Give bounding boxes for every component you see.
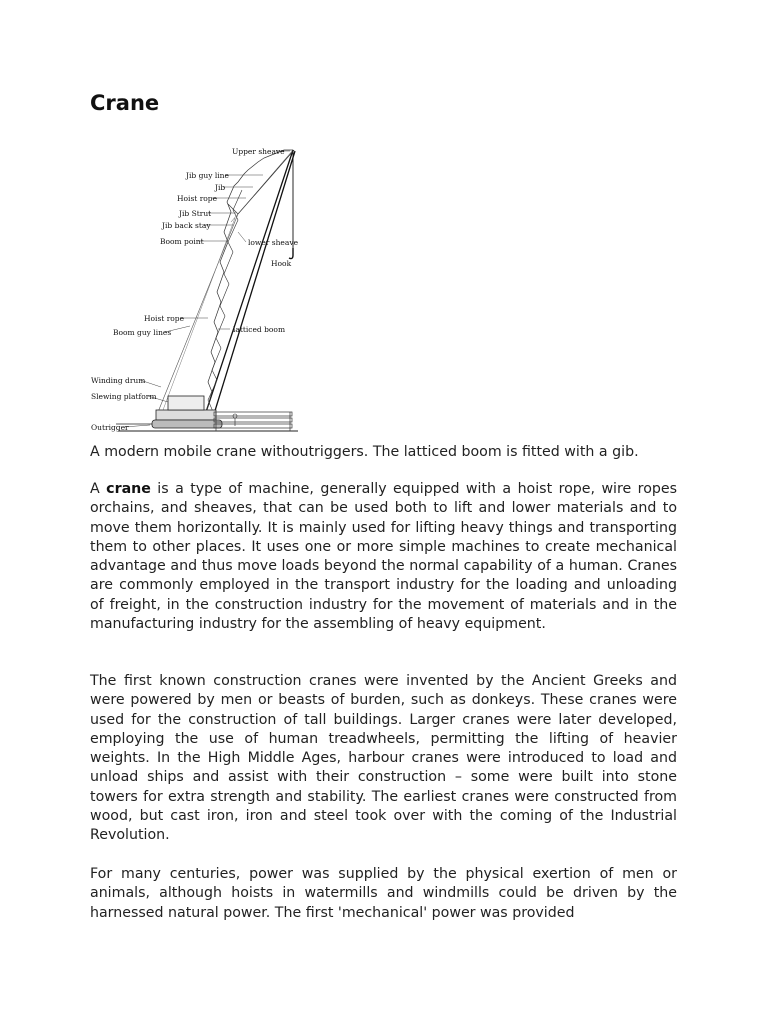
crane-diagram (88, 142, 308, 438)
label-lower-sheave: lower sheave (248, 238, 299, 247)
crane-drawing (88, 142, 308, 438)
term-crane: crane (106, 481, 151, 497)
paragraph-1 (90, 480, 677, 634)
label-upper-sheave: Upper sheave (232, 147, 285, 156)
paragraph-1-lead: A (90, 481, 107, 497)
label-winding-drum: Winding drum (91, 376, 146, 385)
label-boom-point: Boom point (160, 237, 204, 246)
label-hoist-rope-top: Hoist rope (177, 194, 218, 203)
label-slewing-platform: Slewing platform (91, 392, 157, 401)
paragraph-1-text: is a type of machine, generally equipped with a hoist rope, wire ropes orchains, and sheaves, that can be used both to lift and lower materials and to move them horizontally. It is mainly used for lifting heavy things and transporting them to other places. It uses one or more simple machines to create mechanical advantage and thus move loads beyond the normal capability of a human. Cranes are commonly employed in the transport industry for the loading and unloading of freight, in the construction industry for the movement of materials and in the manufacturing industry for the assembling of heavy equipment. (90, 481, 678, 633)
label-jib-strut: Jib Strut (179, 209, 212, 218)
label-hook: Hook (271, 259, 292, 268)
label-outrigger: Outrigger (91, 423, 129, 432)
label-jib: Jib (215, 183, 226, 192)
label-boom-guy-lines: Boom guy lines (113, 328, 172, 337)
paragraph-3: For many centuries, power was supplied by the physical exertion of men or animals, although hoists in watermills and windmills could be driven by the harnessed natural power. The first 'mechanical' power was provided (90, 866, 677, 921)
page-title: Crane (90, 91, 160, 115)
label-hoist-rope: Hoist rope (144, 314, 185, 323)
label-jib-guy-line: Jib guy line (186, 171, 229, 180)
label-jib-back-stay: Jib back stay (162, 221, 211, 230)
label-latticed-boom: latticed boom (233, 325, 286, 334)
paragraph-2: The first known construction cranes were invented by the Ancient Greeks and were powered by men or beasts of burden, such as donkeys. These cranes were used for the construction of tall buildings. Larger cranes were later developed, employing the use of human treadwheels, permitting the lifting of heavier weights. In the High Middle Ages, harbour cranes were introduced to load and unload ships and assist with their construction – some were built into stone towers for extra strength and stability. The earliest cranes were constructed from wood, but cast iron, iron and steel took over with the coming of the Industrial Revolution. (90, 673, 677, 844)
figure-caption: A modern mobile crane withoutriggers. The latticed boom is fitted with a gib. (90, 444, 639, 460)
